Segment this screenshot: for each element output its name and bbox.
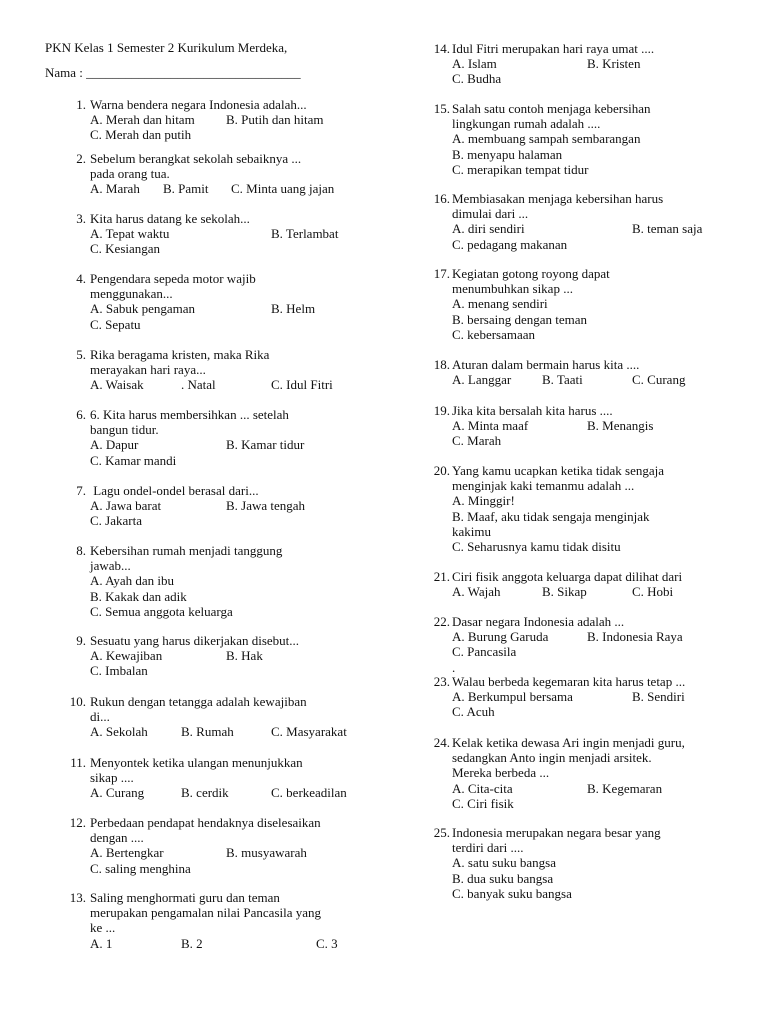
answer-option: B. cerdik xyxy=(181,785,229,801)
answer-option: A. menang sendiri xyxy=(452,296,548,312)
answer-option: C. saling menghina xyxy=(90,860,191,876)
question-text: dimulai dari ... xyxy=(452,206,529,222)
answer-option: B. Kakak dan adik xyxy=(90,588,187,604)
question-number: 15. xyxy=(433,101,450,116)
answer-option: A. Bertengkar xyxy=(90,845,164,861)
question-number: 3. xyxy=(76,211,86,226)
answer-option: A. Curang xyxy=(90,785,145,801)
answer-option: C. Jakarta xyxy=(90,513,142,529)
answer-option: B. Menangis xyxy=(587,418,654,434)
answer-option: C. Kesiangan xyxy=(90,241,161,257)
question-number: 11. xyxy=(70,755,86,770)
question-text: Yang kamu ucapkan ketika tidak sengaja xyxy=(452,463,665,478)
worksheet-title: PKN Kelas 1 Semester 2 Kurikulum Merdeka, xyxy=(45,40,288,55)
answer-option: A. Waisak xyxy=(90,377,144,393)
question-text: Aturan dalam bermain harus kita .... xyxy=(452,357,640,372)
answer-option: C. pedagang makanan xyxy=(452,236,568,252)
answer-option: C. merapikan tempat tidur xyxy=(452,161,589,177)
answer-option: C. Imbalan xyxy=(90,663,148,679)
question-text: dengan .... xyxy=(90,830,144,846)
question-text: Dasar negara Indonesia adalah ... xyxy=(452,614,625,629)
question-text: Menyontek ketika ulangan menunjukkan xyxy=(90,755,303,770)
answer-option: C. banyak suku bangsa xyxy=(452,885,572,901)
answer-option: B. Pamit xyxy=(163,181,209,197)
answer-option: B. Jawa tengah xyxy=(226,498,306,514)
question-number: 19. xyxy=(433,403,450,418)
answer-option: B. Terlambat xyxy=(271,226,339,242)
question-text: Indonesia merupakan negara besar yang xyxy=(452,825,661,840)
answer-option: B. Rumah xyxy=(181,724,234,740)
answer-option: A. Cita-cita xyxy=(452,780,513,796)
question-text: Jika kita bersalah kita harus .... xyxy=(452,403,613,418)
question-text: di... xyxy=(90,709,110,725)
answer-option: A. Tepat waktu xyxy=(90,226,170,242)
answer-option: B. bersaing dengan teman xyxy=(452,311,588,327)
answer-option: B. Taati xyxy=(542,372,583,388)
question-text: Kebersihan rumah menjadi tanggung xyxy=(90,543,283,558)
answer-option: B. dua suku bangsa xyxy=(452,870,554,886)
question-number: 4. xyxy=(76,271,86,286)
question-number: 2. xyxy=(76,151,86,166)
answer-option: A. Marah xyxy=(90,181,140,197)
answer-option: C. Minta uang jajan xyxy=(231,181,335,197)
answer-option: A. Burung Garuda xyxy=(452,629,549,645)
answer-option: B. Sikap xyxy=(542,584,587,600)
answer-option: A. diri sendiri xyxy=(452,221,525,237)
question-number: 7. xyxy=(76,483,86,498)
question-text: menginjak kaki temanmu adalah ... xyxy=(452,478,635,494)
answer-option: kakimu xyxy=(452,523,491,539)
answer-option: C. Budha xyxy=(452,71,502,87)
question-number: 23. xyxy=(433,674,450,689)
answer-option: C. berkeadilan xyxy=(271,785,347,801)
answer-option: B. Sendiri xyxy=(632,689,685,705)
question-text: pada orang tua. xyxy=(90,166,170,182)
question-number: 17. xyxy=(433,266,450,281)
answer-option: A. Kewajiban xyxy=(90,648,163,664)
question-text: Walau berbeda kegemaran kita harus tetap ... xyxy=(452,674,686,689)
answer-option: C. Marah xyxy=(452,433,502,449)
question-text: Rukun dengan tetangga adalah kewajiban xyxy=(90,694,307,709)
answer-option: A. membuang sampah sembarangan xyxy=(452,131,641,147)
answer-option: A. Jawa barat xyxy=(90,498,162,514)
question-text: Kita harus datang ke sekolah... xyxy=(90,211,250,226)
answer-option: A. Langgar xyxy=(452,372,512,388)
answer-option: C. Acuh xyxy=(452,704,495,720)
answer-option: B. Putih dan hitam xyxy=(226,112,324,128)
answer-option: A. Sabuk pengaman xyxy=(90,301,196,317)
answer-option: B. Helm xyxy=(271,301,316,317)
question-number: 14. xyxy=(433,41,450,56)
answer-option: B. Hak xyxy=(226,648,263,664)
question-number: 13. xyxy=(69,890,86,905)
answer-option: B. 2 xyxy=(181,935,203,951)
answer-option: A. Minggir! xyxy=(452,493,515,509)
question-text: Sebelum berangkat sekolah sebaiknya ... xyxy=(90,151,302,166)
question-number: 6. xyxy=(76,407,86,422)
question-number: 1. xyxy=(76,97,86,112)
question-text: Pengendara sepeda motor wajib xyxy=(90,271,256,286)
answer-option: C. 3 xyxy=(316,935,338,951)
question-text: Saling menghormati guru dan teman xyxy=(90,890,280,905)
answer-option: C. kebersamaan xyxy=(452,326,536,342)
answer-option: C. Seharusnya kamu tidak disitu xyxy=(452,539,621,554)
question-text: jawab... xyxy=(90,558,131,574)
answer-option: B. Kamar tidur xyxy=(226,437,305,453)
answer-option: A. Wajah xyxy=(452,584,501,600)
question-text: menumbuhkan sikap ... xyxy=(452,281,573,297)
question-number: 8. xyxy=(76,543,86,558)
question-text: Warna bendera negara Indonesia adalah... xyxy=(90,97,307,112)
answer-option: A. Islam xyxy=(452,56,497,72)
question-number: 5. xyxy=(76,347,86,362)
question-number: 24. xyxy=(433,735,450,750)
question-text: lingkungan rumah adalah .... xyxy=(452,116,601,132)
question-text: Mereka berbeda ... xyxy=(452,765,550,781)
question-text: menggunakan... xyxy=(90,286,173,302)
answer-option: C. Ciri fisik xyxy=(452,795,514,811)
answer-option: C. Kamar mandi xyxy=(90,452,177,468)
question-text: Rika beragama kristen, maka Rika xyxy=(90,347,270,362)
question-text: terdiri dari .... xyxy=(452,840,524,856)
question-text: Kegiatan gotong royong dapat xyxy=(452,266,610,281)
answer-option: C. Semua anggota keluarga xyxy=(90,603,233,619)
answer-option: C. Pancasila xyxy=(452,644,517,660)
answer-option: C. Sepatu xyxy=(90,316,141,332)
answer-option: B. Indonesia Raya xyxy=(587,629,683,645)
answer-option: . xyxy=(452,659,456,675)
answer-option: B. teman saja xyxy=(632,221,703,237)
question-number: 25. xyxy=(433,825,450,840)
answer-option: A. Ayah dan ibu xyxy=(90,573,175,589)
name-field: Nama : _________________________________ xyxy=(45,65,301,80)
answer-option: . Natal xyxy=(181,377,216,393)
answer-option: B. Kristen xyxy=(587,56,641,72)
answer-option: B. Maaf, aku tidak sengaja menginjak xyxy=(452,508,650,524)
answer-option: A. Sekolah xyxy=(90,724,148,740)
question-number: 22. xyxy=(433,614,450,629)
answer-option: C. Curang xyxy=(632,372,686,388)
question-number: 20. xyxy=(433,463,450,478)
question-text: Membiasakan menjaga kebersihan harus xyxy=(452,191,664,206)
question-text: 6. Kita harus membersihkan ... setelah xyxy=(90,407,289,422)
question-text: sikap .... xyxy=(90,770,134,786)
question-number: 18. xyxy=(433,357,450,372)
question-number: 10. xyxy=(69,694,86,709)
question-number: 9. xyxy=(76,633,86,648)
answer-option: A. Berkumpul bersama xyxy=(452,689,573,705)
question-text: merupakan pengamalan nilai Pancasila yang xyxy=(90,905,322,921)
answer-option: C. Merah dan putih xyxy=(90,127,192,143)
question-number: 12. xyxy=(69,815,86,830)
question-text: Lagu ondel-ondel berasal dari... xyxy=(90,483,259,498)
answer-option: A. Merah dan hitam xyxy=(90,112,195,128)
question-number: 16. xyxy=(433,191,450,206)
answer-option: C. Hobi xyxy=(632,584,674,600)
answer-option: A. 1 xyxy=(90,935,113,951)
answer-option: A. satu suku bangsa xyxy=(452,855,556,871)
answer-option: C. Idul Fitri xyxy=(271,377,333,393)
answer-option: B. Kegemaran xyxy=(587,780,663,796)
answer-option: A. Dapur xyxy=(90,437,139,453)
answer-option: C. Masyarakat xyxy=(271,724,347,740)
question-text: sedangkan Anto ingin menjadi arsitek. xyxy=(452,750,652,766)
question-text: merayakan hari raya... xyxy=(90,362,206,378)
question-text: Idul Fitri merupakan hari raya umat .... xyxy=(452,41,655,56)
question-text: Perbedaan pendapat hendaknya diselesaikan xyxy=(90,815,321,830)
answer-option: A. Minta maaf xyxy=(452,418,529,434)
answer-option: B. musyawarah xyxy=(226,845,307,861)
answer-option: B. menyapu halaman xyxy=(452,146,563,162)
question-text: Sesuatu yang harus dikerjakan disebut... xyxy=(90,633,300,648)
question-text: Salah satu contoh menjaga kebersihan xyxy=(452,101,651,116)
question-text: bangun tidur. xyxy=(90,422,159,438)
question-text: ke ... xyxy=(90,920,116,936)
question-text: Ciri fisik anggota keluarga dapat dilihat dari xyxy=(452,569,683,584)
question-number: 21. xyxy=(433,569,450,584)
question-text: Kelak ketika dewasa Ari ingin menjadi guru, xyxy=(452,735,685,750)
